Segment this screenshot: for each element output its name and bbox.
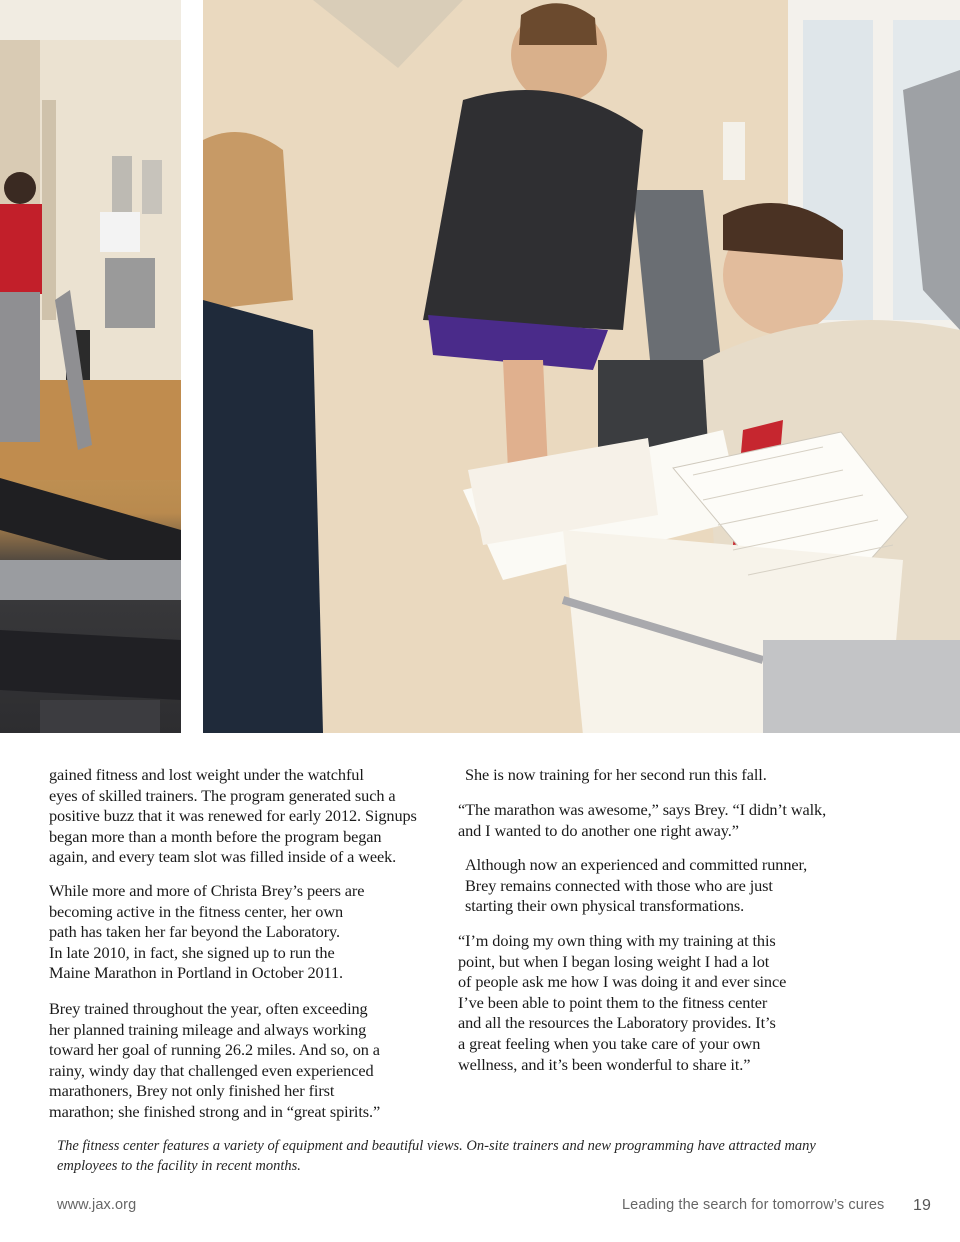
quote-1: “The marathon was awesome,” says Brey. “I didn’t walk, and I wanted to do another one right away.” (458, 800, 827, 840)
footer-tagline: Leading the search for tomorrow’s cures (622, 1197, 885, 1213)
gym-illustration-left (0, 0, 181, 733)
quote-2: “I’m doing my own thing with my training at this point, but when I began losing weight I had a lot of people ask me how I was doing it and ever since I’ve been able to point them to the fitness center and all the resources the Laboratory provides. It’s a great feeling when you take care of your own wellness, and it’s been wonderful to share it.” (458, 931, 787, 1074)
gym-photo-right (203, 0, 960, 733)
gym-illustration-right (203, 0, 960, 733)
photo-caption: The fitness center features a variety of equipment and beautiful views. On-site trainers and new programming have attracted many employees to the facility in recent months. (57, 1138, 816, 1174)
paragraph-4: She is now training for her second run this fall. (465, 765, 767, 784)
page-number: 19 (913, 1197, 931, 1214)
paragraph-1: gained fitness and lost weight under the watchful eyes of skilled trainers. The program generated such a positive buzz that it was renewed for early 2012. Signups began more than a month before the program began again, and every team slot was filled inside of a week. (49, 765, 417, 867)
paragraph-2: While more and more of Christa Brey’s peers are becoming active in the fitness center, her own path has taken her far beyond the Laboratory. In late 2010, in fact, she signed up to run the Maine Marathon in Portland in October 2011. (49, 881, 365, 983)
paragraph-3: Brey trained throughout the year, often exceeding her planned training mileage and always working toward her goal of running 26.2 miles. And so, on a rainy, windy day that challenged even experienced marathoners, Brey not only finished her first marathon; she finished strong and in “great spirits.” (49, 999, 381, 1121)
gym-photo-left (0, 0, 181, 733)
paragraph-5: Although now an experienced and committed runner, Brey remains connected with those who are just starting their own physical transformations. (465, 855, 808, 916)
footer-url[interactable]: www.jax.org (57, 1197, 137, 1213)
